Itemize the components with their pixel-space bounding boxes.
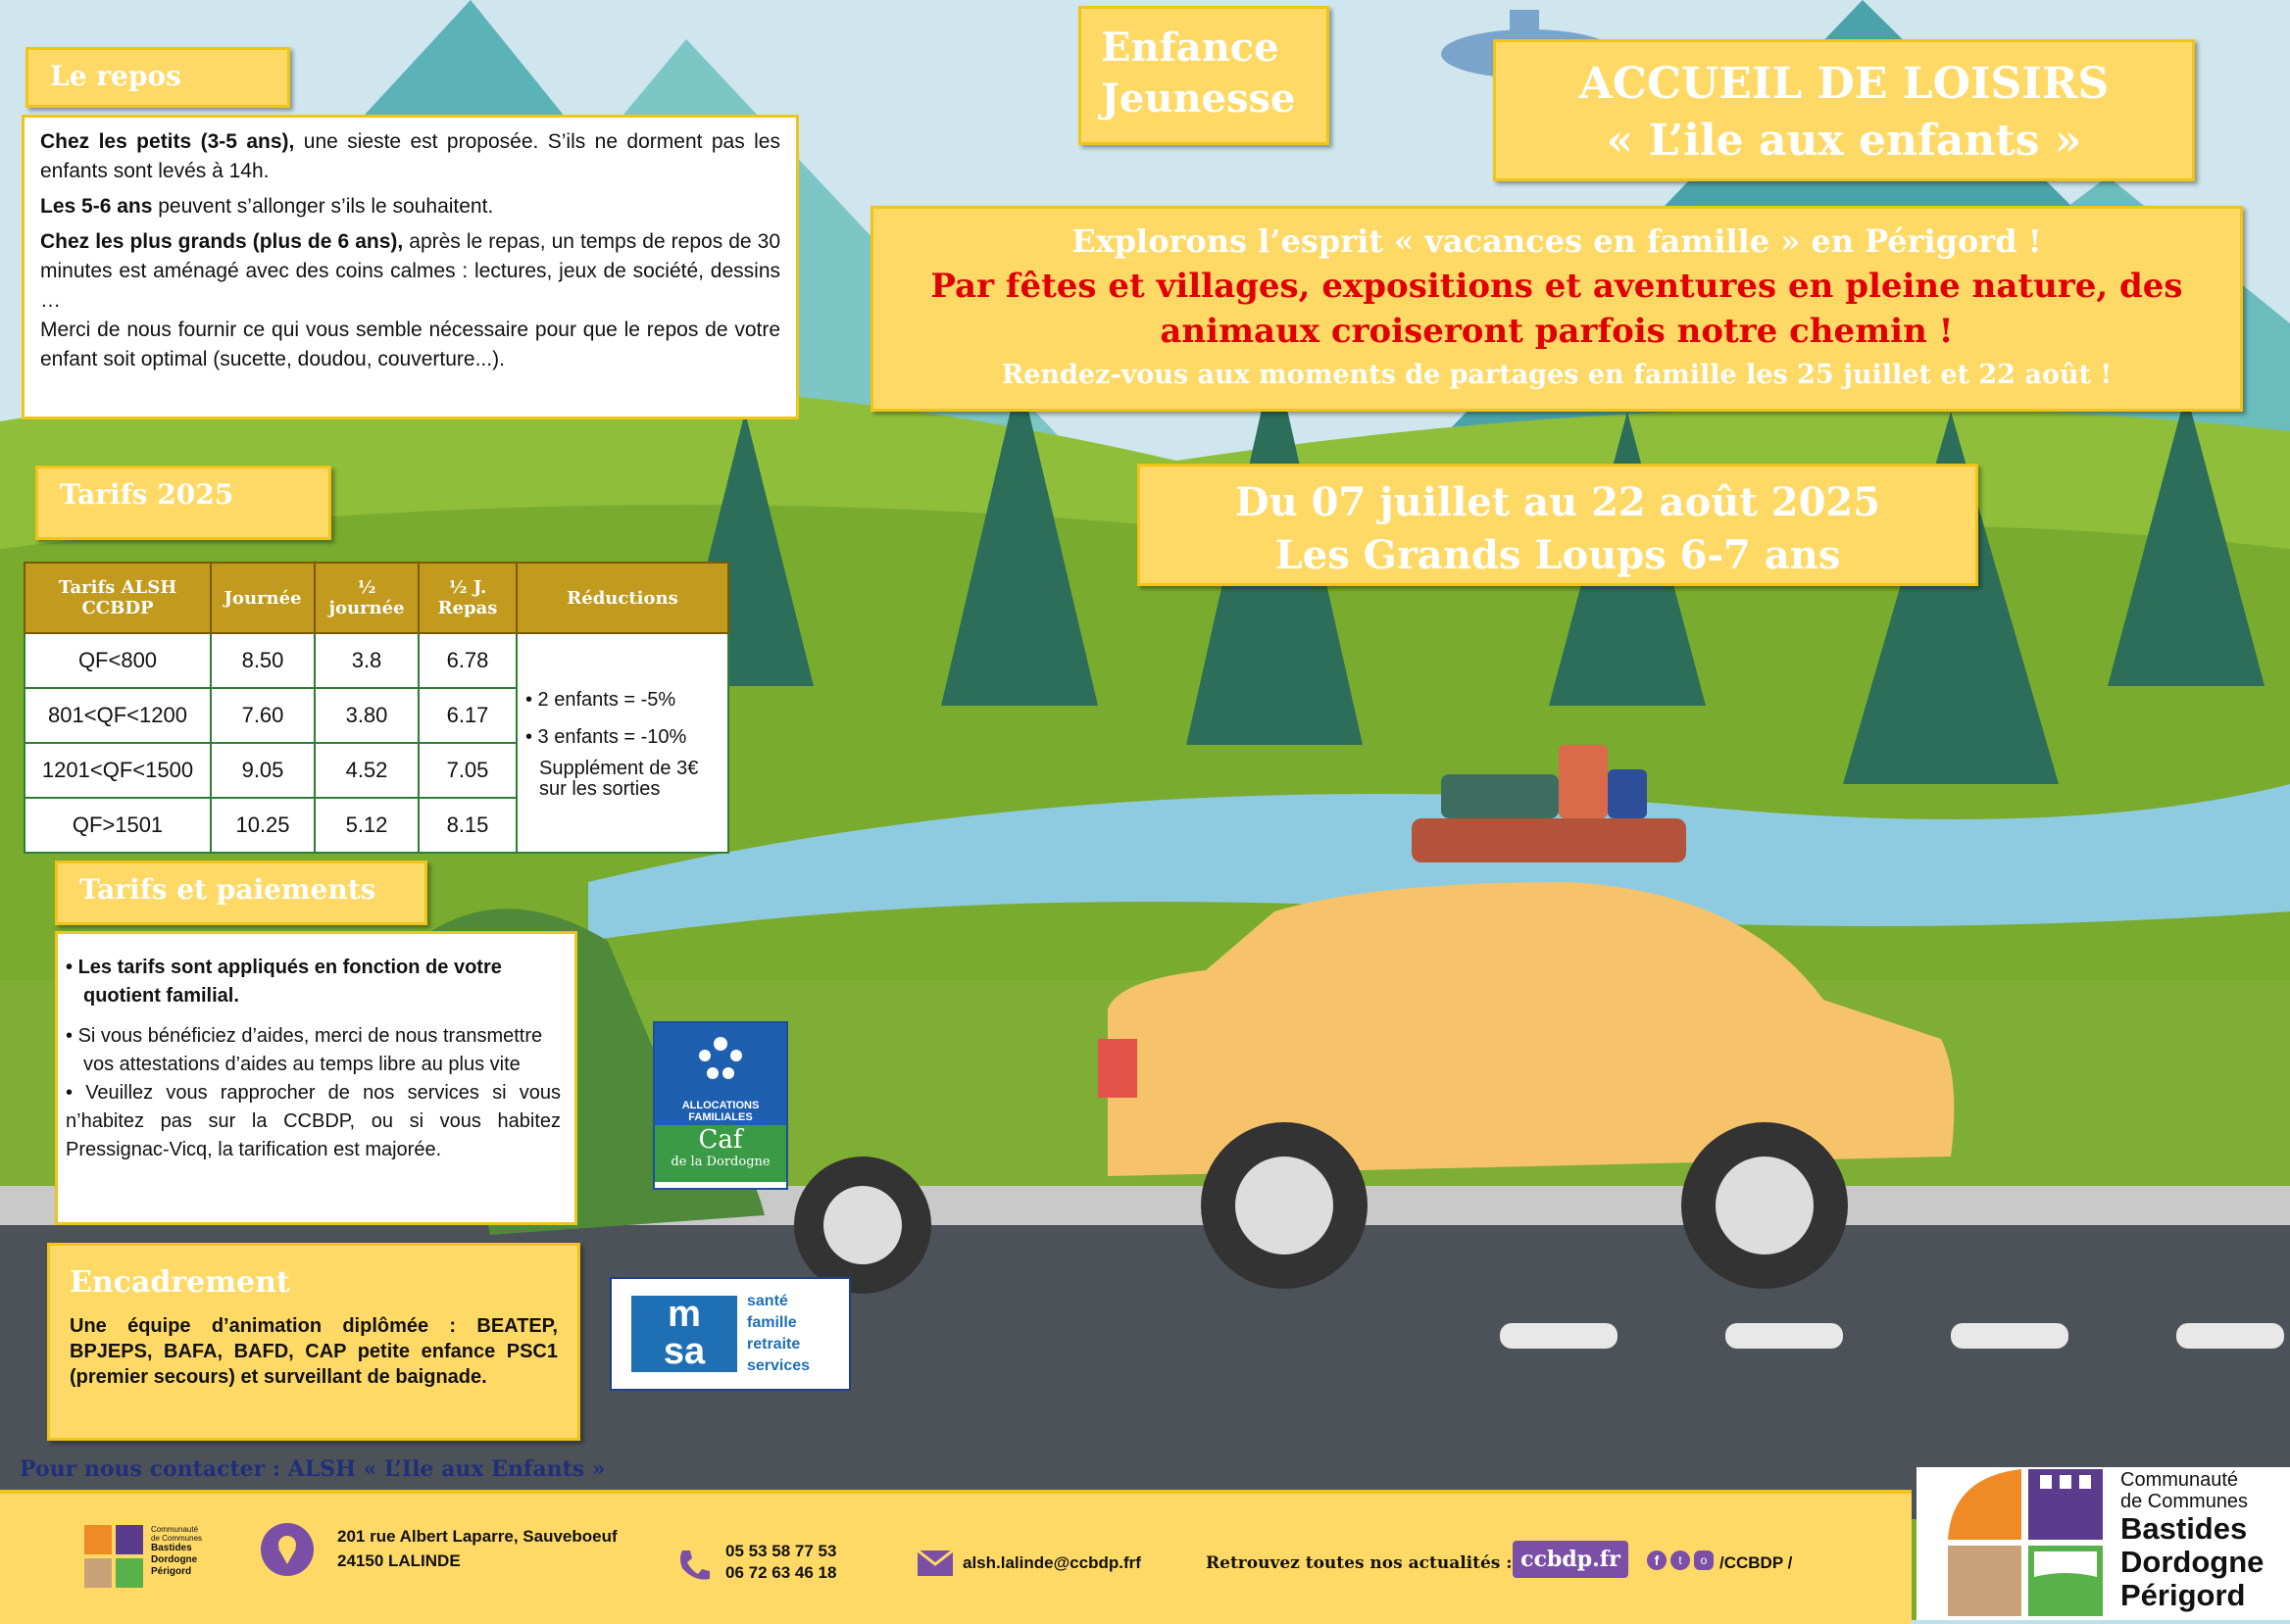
caf-logo	[653, 1021, 788, 1190]
enfance-label: Enfance	[1101, 25, 1279, 71]
msa-mark: m sa	[631, 1296, 737, 1372]
repos-box	[22, 115, 799, 419]
msa-famille: famille	[747, 1314, 797, 1331]
phone-1[interactable]: 05 53 58 77 53	[725, 1542, 837, 1560]
encadrement-text: Une équipe d’animation diplômée : BEATEP, BPJEPS, BAFA, BAFD, CAP petite enfance PSC1 (premier secours) et surveillant de baignade.	[70, 1315, 558, 1388]
paiement-bullet-2: • Si vous bénéficiez d’aides, merci de nous transmettre vos attestations d’aides au temps libre au plus vite	[66, 1025, 543, 1075]
accueil-title-box	[1493, 39, 2195, 181]
dates-line-1: Du 07 juillet au 22 août 2025	[1234, 479, 1881, 525]
paiements-box	[55, 931, 577, 1225]
encadrement-box	[47, 1243, 580, 1441]
table-cell: 1201<QF<1500	[25, 743, 211, 798]
facebook-icon[interactable]: f	[1647, 1550, 1667, 1570]
header-reductions: Réductions	[517, 563, 728, 633]
tarifs-table	[24, 562, 729, 854]
big-logo-l2: de Communes	[2120, 1491, 2249, 1512]
phone-icon	[674, 1547, 714, 1586]
table-cell: 6.78	[419, 633, 517, 688]
dates-line-2: Les Grands Loups 6-7 ans	[1274, 532, 1841, 578]
explorons-line-2: Par fêtes et villages, expositions et aventures en pleine nature, des animaux croiseront parfois notre chemin !	[930, 267, 2183, 351]
caf-word: Caf	[698, 1125, 743, 1155]
table-cell: 3.80	[315, 688, 419, 743]
news-label: Retrouvez toutes nos actualités :	[1206, 1553, 1513, 1573]
caf-top	[655, 1023, 786, 1100]
big-logo-l5: Périgord	[2120, 1578, 2246, 1612]
twitter-icon[interactable]: t	[1670, 1550, 1690, 1570]
big-logo-l4: Dordogne	[2120, 1545, 2265, 1579]
accueil-line-1: ACCUEIL DE LOISIRS	[1578, 59, 2110, 109]
table-cell: 801<QF<1200	[25, 688, 211, 743]
instagram-icon[interactable]: o	[1694, 1550, 1714, 1570]
enfance-jeunesse-box	[1078, 6, 1329, 145]
paiement-bullet-1: • Les tarifs sont appliqués en fonction de votre quotient familial.	[66, 957, 502, 1007]
address	[337, 1524, 618, 1573]
paiement-bullet-3: • Veuillez vous rapprocher de nos services si vous n’habitez pas sur la CCBDP, ou si vous habitez Pressignac-Vicq, la tarification est majorée.	[66, 1082, 561, 1160]
contact-label: Pour nous contacter : ALSH « L’Ile aux Enfants »	[20, 1456, 606, 1482]
table-row	[25, 633, 728, 688]
reduction-3-enfants: • 3 enfants = -10%	[525, 726, 687, 748]
explorons-line-3: Rendez-vous aux moments de partages en famille les 25 juillet et 22 août !	[1001, 360, 2113, 390]
msa-logo	[610, 1277, 851, 1391]
msa-words	[747, 1291, 810, 1377]
location-pin-icon	[259, 1521, 316, 1578]
tarifs-header-row	[25, 563, 728, 633]
small-logo-text: Communauté de Communes Bastides Dordogne Périgord	[151, 1525, 203, 1577]
tarifs-title-text: Tarifs 2025	[60, 478, 234, 511]
phone-2[interactable]: 06 72 63 46 18	[725, 1563, 837, 1582]
big-logo-mark	[1948, 1469, 2105, 1618]
table-cell: QF<800	[25, 633, 211, 688]
reductions-cell	[517, 633, 728, 853]
header-tarifs: Tarifs ALSH CCBDP	[25, 563, 211, 633]
big-logo-l1: Communauté	[2120, 1469, 2239, 1491]
website-text: ccbdp.fr	[1520, 1547, 1620, 1572]
table-cell: 10.25	[211, 798, 315, 853]
explorons-line-1: Explorons l’esprit « vacances en famille » en Périgord !	[1071, 222, 2042, 260]
explorons-box	[871, 206, 2243, 412]
address-line-2: 24150 LALINDE	[337, 1551, 461, 1570]
big-logo-l3: Bastides	[2120, 1511, 2248, 1546]
jeunesse-label: Jeunesse	[1101, 75, 1296, 122]
supplement-line-2: sur les sorties	[539, 778, 661, 800]
table-cell: 7.60	[211, 688, 315, 743]
table-cell: QF>1501	[25, 798, 211, 853]
header-demi-repas: ½ J. Repas	[419, 563, 517, 633]
repos-paragraph-3: Chez les plus grands (plus de 6 ans), après le repas, un temps de repos de 30 minutes est aménagé avec des coins calmes : lectures, jeux de société, dessins …	[40, 230, 780, 312]
repos-paragraph-2: Les 5-6 ans peuvent s’allonger s’ils le souhaitent.	[40, 195, 494, 218]
msa-sante: santé	[747, 1293, 788, 1309]
encadrement-title: Encadrement	[70, 1265, 290, 1300]
table-cell: 5.12	[315, 798, 419, 853]
caf-familiales: FAMILIALES	[655, 1111, 786, 1125]
table-cell: 4.52	[315, 743, 419, 798]
msa-retraite: retraite	[747, 1336, 801, 1353]
website-badge[interactable]	[1513, 1541, 1628, 1578]
big-logo	[1917, 1467, 2290, 1620]
address-line-1: 201 rue Albert Laparre, Sauveboeuf	[337, 1527, 618, 1546]
table-cell: 3.8	[315, 633, 419, 688]
caf-family-icon	[691, 1032, 750, 1091]
big-logo-text	[2120, 1469, 2264, 1612]
supplement-line-1: Supplément de 3€	[539, 758, 699, 779]
reduction-2-enfants: • 2 enfants = -5%	[525, 689, 676, 711]
caf-bottom	[655, 1125, 786, 1182]
small-logo-mark	[84, 1525, 143, 1590]
table-cell: 8.15	[419, 798, 517, 853]
caf-dordogne: de la Dordogne	[671, 1155, 771, 1169]
table-cell: 8.50	[211, 633, 315, 688]
table-cell: 9.05	[211, 743, 315, 798]
header-journee: Journée	[211, 563, 315, 633]
repos-paragraph-4: Merci de nous fournir ce qui vous semble nécessaire pour que le repos de votre enfant soit optimal (sucette, doudou, couverture...).	[40, 319, 780, 370]
paiements-title	[55, 861, 427, 925]
msa-services: services	[747, 1357, 811, 1374]
dates-box	[1137, 464, 1978, 586]
phones	[725, 1541, 836, 1584]
social-icons	[1647, 1550, 1714, 1570]
header-demi-journee: ½ journée	[315, 563, 419, 633]
accueil-line-2: « L’ile aux enfants »	[1606, 116, 2082, 166]
repos-paragraph-1: Chez les petits (3-5 ans), une sieste est proposée. S’ils ne dorment pas les enfants sont levés à 14h.	[40, 130, 780, 182]
email-link[interactable]: alsh.lalinde@ccbdp.frf	[963, 1553, 1141, 1572]
table-cell: 6.17	[419, 688, 517, 743]
table-cell: 7.05	[419, 743, 517, 798]
repos-title	[25, 47, 290, 108]
repos-title-text: Le repos	[50, 60, 181, 92]
caf-allocations: ALLOCATIONS	[655, 1100, 786, 1111]
tarifs-title	[35, 466, 331, 540]
footer-small-logo	[84, 1525, 231, 1594]
social-handle: /CCBDP /	[1719, 1553, 1793, 1572]
mail-icon	[918, 1550, 953, 1576]
paiements-title-text: Tarifs et paiements	[79, 873, 376, 906]
